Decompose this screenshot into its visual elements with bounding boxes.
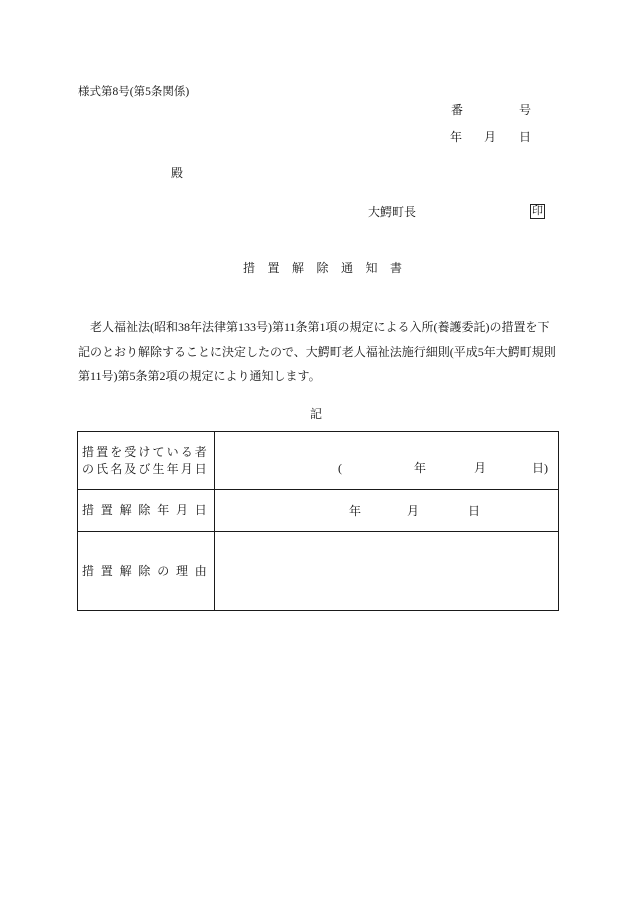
issue-day-marker: 日: [519, 130, 532, 144]
value-cell-release-reason: [215, 532, 559, 611]
ki-heading: 記: [310, 407, 323, 421]
body-line-2: 記のとおり解除することに決定したので、大鰐町老人福祉法施行細則(平成5年大鰐町規則: [78, 345, 556, 359]
label-cell-release-reason: [78, 532, 215, 611]
document-number-prefix: 番: [451, 103, 464, 117]
recipient-label-line-2: の氏名及び生年月日: [82, 461, 209, 476]
recipient-label-line-1: 措置を受けている者: [82, 444, 209, 459]
sender-title: 大鰐町長: [368, 205, 417, 219]
label-cell-release-date: [78, 490, 215, 532]
release-month-marker: 月: [407, 504, 420, 518]
document-number-suffix: 号: [519, 103, 532, 117]
birth-day-close-paren: 日): [532, 461, 548, 475]
release-year-marker: 年: [349, 504, 362, 518]
value-cell-recipient: [215, 432, 559, 490]
table-row-recipient: [78, 432, 559, 490]
birth-month-marker: 月: [474, 461, 487, 475]
table-row-release-reason: [78, 532, 559, 611]
table-row-release-date: [78, 490, 559, 532]
body-line-1: 老人福祉法(昭和38年法律第133号)第11条第1項の規定による入所(養護委託)の措置を下: [90, 320, 550, 334]
birth-date-open-paren: (: [338, 461, 342, 475]
label-cell-recipient: [78, 432, 215, 490]
seal-mark: 印: [532, 205, 543, 217]
document-title: 措置解除通知書: [243, 261, 415, 275]
value-cell-release-date: [215, 490, 559, 532]
release-date-label: 措置解除年月日: [82, 503, 214, 517]
birth-year-marker: 年: [414, 461, 427, 475]
body-line-3: 第11号)第5条第2項の規定により通知します。: [78, 369, 321, 383]
release-reason-label: 措置解除の理由: [82, 563, 214, 578]
form-number-label: 様式第8号(第5条関係): [78, 86, 190, 98]
issue-month-marker: 月: [484, 130, 497, 144]
issue-year-marker: 年: [450, 130, 463, 144]
addressee-honorific: 殿: [171, 166, 184, 180]
release-details-table: [77, 431, 559, 611]
release-day-marker: 日: [468, 504, 481, 518]
